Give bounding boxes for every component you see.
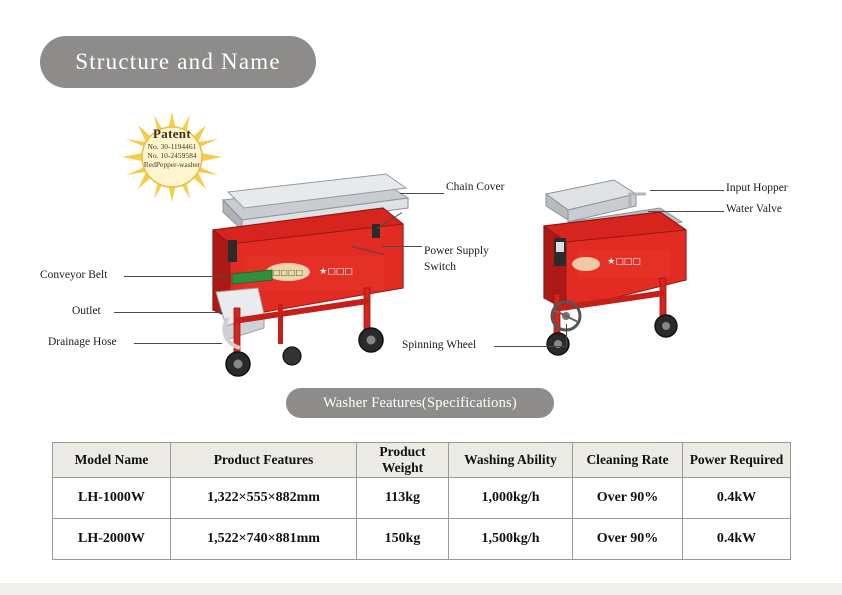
page-title: Structure and Name [75, 49, 281, 74]
cell-power-required: 0.4kW [683, 519, 791, 560]
specifications-table [52, 442, 791, 560]
cell-cleaning-rate: Over 90% [573, 519, 683, 560]
cell-product-features: 1,322×555×882mm [171, 478, 357, 519]
table-header-model-name: Model Name [53, 443, 171, 478]
cell-model-name: LH-2000W [53, 519, 171, 560]
callout-water-valve: Water Valve [726, 203, 783, 215]
callout-conveyor-belt: Conveyor Belt [40, 269, 108, 281]
leader-chain-cover [400, 193, 444, 194]
cell-washing-ability: 1,000kg/h [449, 478, 573, 519]
leader-power-supply [382, 246, 422, 247]
patent-product-name: RedPepper-washer [143, 160, 201, 169]
leader-input-hopper [650, 190, 724, 191]
cell-product-features: 1,522×740×881mm [171, 519, 357, 560]
leader-spinning-wheel [494, 346, 566, 347]
table-header-product-features: Product Features [171, 443, 357, 478]
callout-power-supply-1: Power Supply [424, 245, 489, 257]
leader-outlet [114, 312, 222, 313]
cell-washing-ability: 1,500kg/h [449, 519, 573, 560]
leader-spinning-wheel-vertical [566, 324, 567, 346]
table-row [53, 519, 791, 560]
cell-product-weight: 150kg [357, 519, 449, 560]
callout-input-hopper: Input Hopper [726, 182, 788, 194]
callout-chain-cover: Chain Cover [446, 181, 505, 193]
machine-illustration-right [510, 168, 710, 368]
table-header-power-required: Power Required [683, 443, 791, 478]
leader-water-valve [648, 211, 724, 212]
table-row [53, 478, 791, 519]
patent-number-1: No. 30-1194461 [147, 142, 197, 151]
svg-text:★□□□: ★□□□ [607, 257, 641, 267]
svg-text:★□□□: ★□□□ [319, 267, 353, 277]
table-header-row [53, 443, 791, 478]
cell-product-weight: 113kg [357, 478, 449, 519]
table-header-product-weight: Product Weight [357, 443, 449, 478]
leader-conveyor-belt [124, 276, 230, 277]
patent-number-2: No. 10-2459584 [147, 151, 197, 160]
leader-drainage-hose [134, 343, 222, 344]
features-banner-label: Washer Features(Specifications) [323, 394, 517, 411]
bottom-bar [0, 583, 842, 595]
table-header-cleaning-rate: Cleaning Rate [573, 443, 683, 478]
features-banner [286, 388, 554, 418]
cell-model-name: LH-1000W [53, 478, 171, 519]
patent-seal [120, 112, 224, 202]
callout-power-supply-2: Switch [424, 261, 456, 273]
cell-power-required: 0.4kW [683, 478, 791, 519]
callout-outlet: Outlet [72, 305, 101, 317]
patent-seal-text [120, 126, 224, 169]
cell-cleaning-rate: Over 90% [573, 478, 683, 519]
table-header-washing-ability: Washing Ability [449, 443, 573, 478]
patent-heading: Patent [153, 126, 191, 141]
callout-spinning-wheel: Spinning Wheel [402, 339, 477, 351]
callout-drainage-hose: Drainage Hose [48, 336, 117, 348]
svg-text:□□□□: □□□□ [272, 268, 304, 277]
page-title-banner [40, 36, 316, 88]
